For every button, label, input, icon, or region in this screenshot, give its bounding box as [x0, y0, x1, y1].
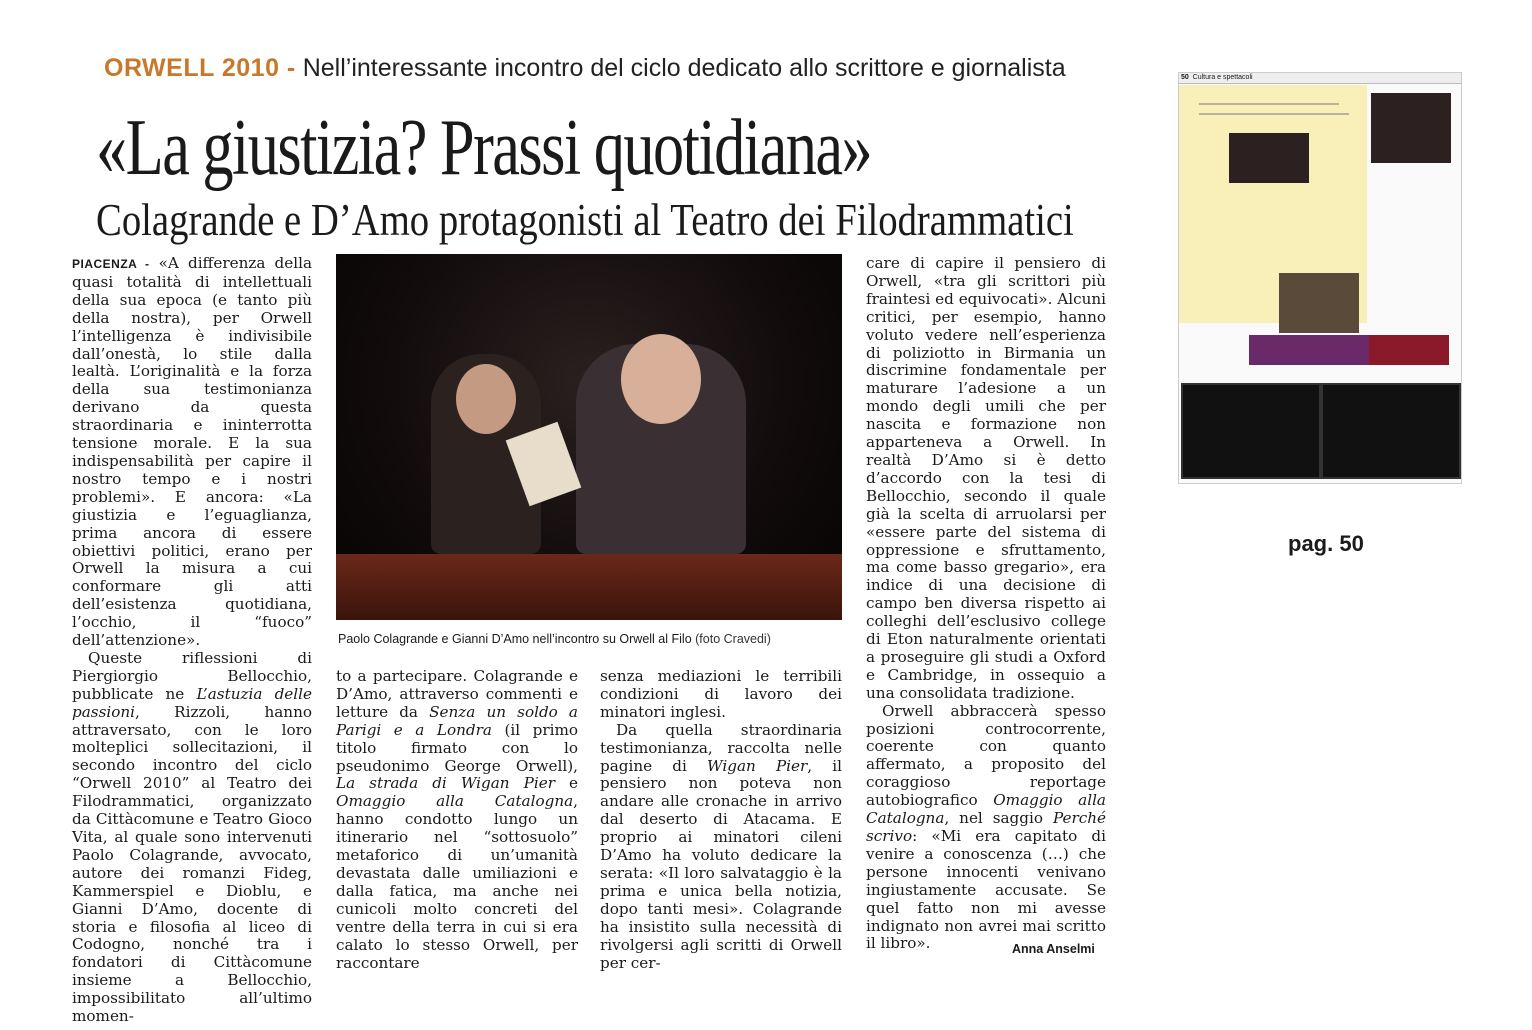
- book-title-astuzia: L’astuzia delle passioni: [72, 684, 312, 721]
- thumbnail-photo: [1229, 133, 1309, 183]
- photo-caption: [338, 632, 771, 646]
- book-title-senza-un-soldo: Senza un soldo a Parigi e a Londra: [336, 702, 578, 739]
- thumbnail-ad: [1369, 335, 1449, 365]
- thumbnail-header: [1179, 73, 1461, 84]
- thumbnail-tv-ad-left: [1181, 383, 1321, 479]
- book-title-omaggio: Omaggio alla Catalogna: [336, 792, 574, 811]
- col4-text-b: , nel saggio: [944, 809, 1053, 828]
- kicker-tag: ORWELL 2010 -: [104, 54, 296, 82]
- col1-paragraph-1: «A differenza della quasi totalità di intellettuali della sua epoca (e tanto più della nostra), per Orwell l’intelligenza è indivisibile dall’onestà, lo stile dalla lealtà. L’originalità e la forza della sua testimonianza derivano da questa straordinaria e ininterrotta tensione morale. E la sua indispensabilità per capire il nostro tempo e i nostri problemi». E ancora: «La giustizia e l’eguaglianza, prima ancora di essere obiettivi politici, erano per Orwell la misura a cui conformare gli atti dell’esistenza quotidiana, l’occhio, il “fuoco” dell’attenzione».: [72, 254, 312, 650]
- photo-head-right: [621, 334, 701, 424]
- article-column-3: [600, 668, 842, 972]
- col2-text-c: e: [554, 774, 578, 793]
- thumbnail-section: Cultura e spettacoli: [1192, 74, 1253, 81]
- book-title-wigan-pier-2: Wigan Pier: [707, 756, 808, 775]
- article-column-1: [72, 255, 312, 1026]
- col4-text-a: Orwell abbraccerà spesso posizioni controcorrente, coerente con quanto affermato, a proposito del coraggioso reportage autobiografico: [866, 701, 1106, 810]
- book-title-wigan-pier: La strada di Wigan Pier: [336, 774, 555, 793]
- col3-text-b: , il pensiero non poteva non andare alle cronache in arrivo dal deserto di Atacama. E proprio ai minatori cileni D’Amo ha voluto dedicare la serata: «Il loro salvataggio è la prima e unica bella notizia, dopo tanti mesi». Colagrande ha insistito sulla necessità di rivolgersi agli scritti di Orwell per cer-: [600, 756, 842, 972]
- col2-text-d: , hanno condotto lungo un itinerario nel “sottosuolo” metaforico di un’umanità devastata dalle umiliazioni e dalla fatica, ma anche nei cunicoli molto concreti del ventre della terra in cui si era calato lo stesso Orwell, per raccontare: [336, 792, 578, 972]
- col2-text-b: (il primo titolo firmato con lo pseudonimo George Orwell),: [336, 720, 578, 775]
- thumbnail-line: [1199, 103, 1339, 105]
- col1-paragraph-2a: Queste riflessioni di Piergiorgio Bellocchio, pubblicate ne: [72, 648, 312, 703]
- col2-text-a: to a partecipare. Colagrande e D’Amo, attraverso commenti e letture da: [336, 667, 578, 721]
- caption-credit: (foto Cravedi): [695, 632, 771, 646]
- subhead: Colagrande e D’Amo protagonisti al Teatro dei Filodrammatici: [96, 195, 1074, 245]
- photo-table: [336, 554, 842, 620]
- kicker: [104, 54, 1066, 83]
- col4-text-c: : «Mi era capitato di venire a conoscenza (…) che persone innocenti venivano ingiustamente accusate. Se quel fatto non mi avesse indignato non avrei mai scritto il libro».: [866, 827, 1106, 953]
- thumbnail-tv-ad-right: [1321, 383, 1461, 479]
- article-column-4: [866, 255, 1106, 953]
- headline: «La giustizia? Prassi quotidiana»: [96, 104, 872, 192]
- caption-text: Paolo Colagrande e Gianni D’Amo nell’incontro su Orwell al Filo: [338, 632, 692, 646]
- thumbnail-photo: [1279, 273, 1359, 333]
- thumbnail-ad: [1249, 335, 1379, 365]
- article-column-2: [336, 668, 578, 972]
- col3-text-a: Da quella straordinaria testimonianza, raccolta nelle pagine di: [600, 720, 842, 775]
- book-title-omaggio-2: Omaggio alla Catalogna: [866, 791, 1106, 828]
- photo-head-left: [456, 364, 516, 434]
- book-title-perche-scrivo: Perché scrivo: [866, 809, 1106, 845]
- kicker-text: Nell’interessante incontro del ciclo dedicato allo scrittore e giornalista: [302, 54, 1066, 82]
- thumbnail-photo: [1371, 93, 1451, 163]
- article-photo: [336, 254, 842, 620]
- page-thumbnail: [1178, 72, 1462, 484]
- thumbnail-page-number: 50: [1180, 74, 1189, 81]
- col1-paragraph-2b: , Rizzoli, hanno attraversato, con le loro molteplici sollecitazioni, il secondo incontro del ciclo “Orwell 2010” al Teatro dei Filodrammatici, organizzato da Cittàcomune e Teatro Gioco Vita, al quale sono intervenuti Paolo Colagrande, avvocato, autore dei romanzi Fideg, Kammerspiel e Dioblu, e Gianni D’Amo, docente di storia e filosofia al liceo di Codogno, nonché tra i fondatori di Cittàcomune insieme a Bellocchio, impossibilitato all’ultimo momen-: [72, 702, 312, 1026]
- dateline: PIACENZA -: [72, 257, 150, 271]
- page-label: pag. 50: [1288, 531, 1364, 556]
- col4-paragraph-1: care di capire il pensiero di Orwell, «tra gli scrittori più fraintesi ed equivocati». Alcuni critici, per esempio, hanno voluto vedere nell’esperienza di poliziotto in Birmania un discrimine fondamentale per maturare l’adesione a un mondo degli umili che per nascita e formazione non apparteneva a Orwell. In realtà D’Amo si è detto d’accordo con la tesi di Bellocchio, secondo il quale già la scelta di arruolarsi per «essere parte del sistema di oppressione e sfruttamento, ma come basso gregario», era indice di una decisione di campo ben diversa rispetto ai colleghi dell’esclusivo college di Eton naturalmente orientati a proseguire gli studi a Oxford e Cambridge, in ossequio a una consolidata tradizione.: [866, 254, 1106, 702]
- thumbnail-line: [1199, 113, 1349, 115]
- byline: Anna Anselmi: [1012, 942, 1095, 956]
- col3-paragraph-1: senza mediazioni le terribili condizioni di lavoro dei minatori inglesi.: [600, 667, 842, 721]
